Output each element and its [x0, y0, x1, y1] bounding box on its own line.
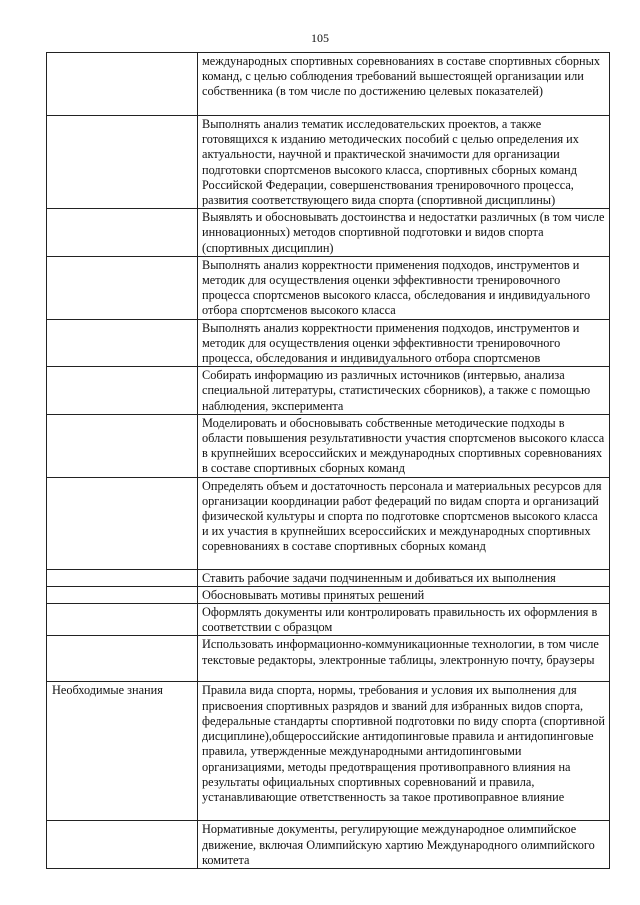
- row-text-cell: Моделировать и обосновывать собственные методические подходы в области повышения результативности участия спортсменов высокого класса в крупнейших всероссийских и международных спортивных соревнованиях в составе спортивных сборных команд: [198, 414, 610, 477]
- table-row: [47, 319, 610, 367]
- row-label-cell: [47, 569, 198, 586]
- table-row: [47, 209, 610, 257]
- row-label-cell: [47, 367, 198, 415]
- table-row: [47, 477, 610, 569]
- row-text-cell: Ставить рабочие задачи подчиненным и добиваться их выполнения: [198, 569, 610, 586]
- table-row: [47, 604, 610, 636]
- table-row: [47, 367, 610, 415]
- table-row: [47, 53, 610, 116]
- row-label-cell: [47, 319, 198, 367]
- table-row: [47, 636, 610, 682]
- row-text-cell: Обосновывать мотивы принятых решений: [198, 586, 610, 603]
- row-label-cell: [47, 256, 198, 319]
- table-row: [47, 569, 610, 586]
- row-text-cell: Определять объем и достаточность персонала и материальных ресурсов для организации координации работ федераций по видам спорта и организаций физической культуры и спорта по подготовке спортсменов высокого класса и их участия в крупнейших всероссийских и международных спортивных соревнованиях в составе спортивных сборных команд: [198, 477, 610, 569]
- row-label-cell: [47, 414, 198, 477]
- row-label-cell: [47, 116, 198, 209]
- row-text-cell: Использовать информационно-коммуникационные технологии, в том числе текстовые редакторы, электронные таблицы, электронную почту, браузеры: [198, 636, 610, 682]
- row-label-cell: [47, 477, 198, 569]
- table-row: [47, 821, 610, 869]
- table-row: [47, 116, 610, 209]
- row-text-cell: Нормативные документы, регулирующие международное олимпийское движение, включая Олимпийскую хартию Международного олимпийского комитета: [198, 821, 610, 869]
- row-label-cell: [47, 53, 198, 116]
- row-label-cell: [47, 821, 198, 869]
- page-number: 105: [311, 31, 329, 45]
- row-text-cell: Оформлять документы или контролировать правильность их оформления в соответствии с образцом: [198, 604, 610, 636]
- row-label-cell: [47, 604, 198, 636]
- row-text-cell: Выполнять анализ тематик исследовательских проектов, а также готовящихся к изданию методических пособий с целью определения их актуальности, научной и практической значимости для организации подготовки спортсменов высокого класса, спортивных сборных команд Российской Федерации, совершенствования тренировочного процесса, развития соответствующего вида спорта (спортивной дисциплины): [198, 116, 610, 209]
- row-text-cell: Выявлять и обосновывать достоинства и недостатки различных (в том числе инновационных) методов спортивной подготовки и видов спорта (спортивных дисциплин): [198, 209, 610, 257]
- row-label-cell: [47, 636, 198, 682]
- row-label-cell: [47, 209, 198, 257]
- table-row: [47, 682, 610, 821]
- row-text-cell: Выполнять анализ корректности применения подходов, инструментов и методик для осуществления оценки эффективности тренировочного процесса спортсменов высокого класса, обследования и индивидуального отбора спортсменов высокого класса: [198, 256, 610, 319]
- row-text-cell: Правила вида спорта, нормы, требования и условия их выполнения для присвоения спортивных разрядов и званий для избранных видов спорта, федеральные стандарты спортивной подготовки по виду спорта (спортивной дисциплине),общероссийские антидопинговые правила и антидопинговые правила, утвержденные международными антидопинговыми организациями, методы предотвращения противоправного влияния на результаты официальных спортивных соревнований и правила, устанавливающие ответственность за такое противоправное влияние: [198, 682, 610, 821]
- row-text-cell: Выполнять анализ корректности применения подходов, инструментов и методик для осуществления оценки эффективности тренировочного процесса, обследования и индивидуального отбора спортсменов: [198, 319, 610, 367]
- table-row: [47, 586, 610, 603]
- table-row: [47, 414, 610, 477]
- skills-knowledge-table: [46, 52, 610, 869]
- row-text-cell: международных спортивных соревнованиях в составе спортивных сборных команд, с целью соблюдения требований вышестоящей организации или собственника (в том числе по достижению целевых показателей): [198, 53, 610, 116]
- table-row: [47, 256, 610, 319]
- row-label-cell: Необходимые знания: [47, 682, 198, 821]
- row-label-cell: [47, 586, 198, 603]
- row-text-cell: Собирать информацию из различных источников (интервью, анализа специальной литературы, статистических сборников), а также с помощью наблюдения, эксперимента: [198, 367, 610, 415]
